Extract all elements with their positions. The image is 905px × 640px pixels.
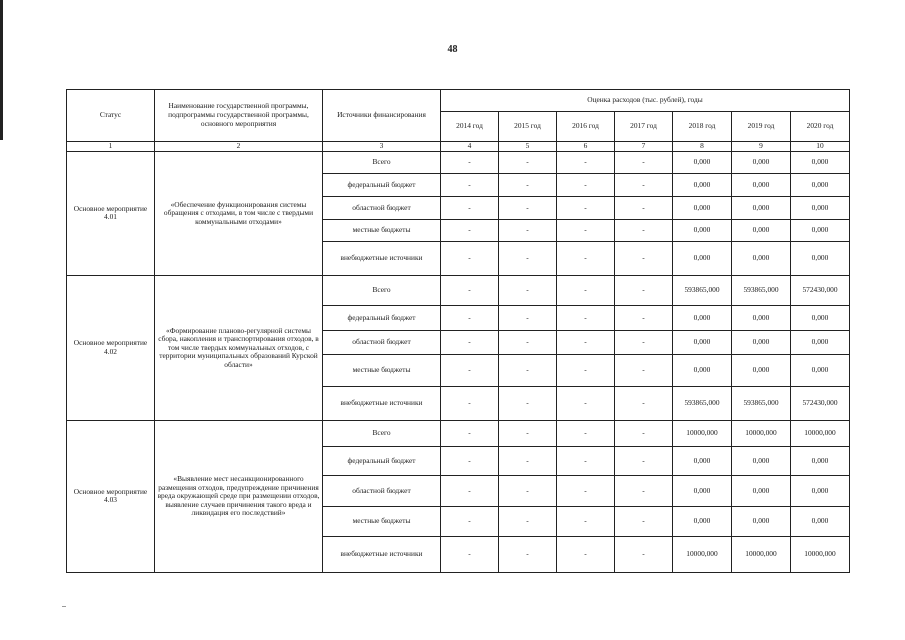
value-cell: -	[557, 275, 615, 305]
value-cell: 0,000	[732, 241, 791, 275]
header-year: 2018 год	[673, 112, 732, 142]
value-cell: -	[441, 420, 499, 446]
value-cell: 0,000	[673, 330, 732, 354]
value-cell: -	[499, 151, 557, 173]
value-cell: 0,000	[732, 151, 791, 173]
value-cell: 0,000	[732, 219, 791, 241]
value-cell: -	[615, 506, 673, 536]
value-cell: -	[557, 151, 615, 173]
source-label: областной бюджет	[323, 330, 441, 354]
value-cell: 0,000	[791, 475, 850, 506]
value-cell: 0,000	[791, 330, 850, 354]
value-cell: -	[441, 475, 499, 506]
value-cell: 0,000	[791, 446, 850, 475]
source-label: местные бюджеты	[323, 219, 441, 241]
value-cell: 0,000	[673, 241, 732, 275]
value-cell: -	[557, 196, 615, 219]
value-cell: 0,000	[732, 330, 791, 354]
column-number: 1	[67, 142, 155, 152]
value-cell: -	[557, 354, 615, 386]
value-cell: 0,000	[732, 446, 791, 475]
value-cell: 0,000	[791, 173, 850, 196]
header-year: 2020 год	[791, 112, 850, 142]
value-cell: 0,000	[673, 219, 732, 241]
value-cell: -	[499, 446, 557, 475]
section-status: Основное мероприятие 4.01	[67, 151, 155, 275]
value-cell: 0,000	[732, 506, 791, 536]
value-cell: 0,000	[791, 305, 850, 330]
column-number: 10	[791, 142, 850, 152]
value-cell: 593865,000	[732, 275, 791, 305]
scan-speck	[62, 606, 66, 607]
value-cell: -	[441, 196, 499, 219]
section-name: «Обеспечение функционирования системы обращения с отходами, в том числе с твердыми коммунальными отходами»	[155, 151, 323, 275]
value-cell: -	[441, 275, 499, 305]
value-cell: -	[499, 386, 557, 420]
value-cell: 572430,000	[791, 275, 850, 305]
source-label: местные бюджеты	[323, 354, 441, 386]
value-cell: -	[499, 305, 557, 330]
value-cell: 0,000	[673, 475, 732, 506]
source-label: федеральный бюджет	[323, 446, 441, 475]
source-label: Всего	[323, 420, 441, 446]
value-cell: 0,000	[673, 506, 732, 536]
source-label: внебюджетные источники	[323, 536, 441, 572]
value-cell: -	[499, 475, 557, 506]
value-cell: 10000,000	[791, 420, 850, 446]
value-cell: 572430,000	[791, 386, 850, 420]
value-cell: 10000,000	[673, 536, 732, 572]
source-label: местные бюджеты	[323, 506, 441, 536]
value-cell: -	[441, 506, 499, 536]
value-cell: -	[557, 446, 615, 475]
header-program-name: Наименование государственной программы, подпрограммы государственной программы, основного мероприятия	[155, 90, 323, 142]
value-cell: -	[441, 330, 499, 354]
value-cell: 593865,000	[673, 386, 732, 420]
value-cell: -	[615, 330, 673, 354]
header-year: 2017 год	[615, 112, 673, 142]
value-cell: 0,000	[673, 173, 732, 196]
value-cell: -	[441, 219, 499, 241]
source-label: внебюджетные источники	[323, 241, 441, 275]
column-number: 5	[499, 142, 557, 152]
value-cell: 0,000	[791, 241, 850, 275]
value-cell: -	[557, 330, 615, 354]
header-year: 2015 год	[499, 112, 557, 142]
value-cell: -	[615, 420, 673, 446]
section-status: Основное мероприятие 4.03	[67, 420, 155, 572]
value-cell: -	[499, 420, 557, 446]
value-cell: -	[499, 330, 557, 354]
source-label: Всего	[323, 275, 441, 305]
source-label: областной бюджет	[323, 475, 441, 506]
column-number: 9	[732, 142, 791, 152]
value-cell: 10000,000	[732, 536, 791, 572]
value-cell: -	[441, 446, 499, 475]
value-cell: 0,000	[673, 446, 732, 475]
value-cell: -	[441, 173, 499, 196]
value-cell: 593865,000	[673, 275, 732, 305]
value-cell: 0,000	[732, 173, 791, 196]
header-year: 2014 год	[441, 112, 499, 142]
source-label: Всего	[323, 151, 441, 173]
value-cell: 0,000	[732, 354, 791, 386]
column-number: 8	[673, 142, 732, 152]
value-cell: 593865,000	[732, 386, 791, 420]
header-estimate: Оценка расходов (тыс. рублей), годы	[441, 90, 850, 112]
expenditure-table	[66, 89, 850, 573]
value-cell: -	[615, 196, 673, 219]
value-cell: 0,000	[732, 305, 791, 330]
value-cell: -	[441, 536, 499, 572]
value-cell: 0,000	[732, 475, 791, 506]
value-cell: -	[615, 151, 673, 173]
value-cell: 0,000	[673, 151, 732, 173]
value-cell: 0,000	[732, 196, 791, 219]
value-cell: -	[615, 536, 673, 572]
value-cell: -	[441, 354, 499, 386]
column-number: 7	[615, 142, 673, 152]
value-cell: 0,000	[791, 219, 850, 241]
value-cell: -	[499, 506, 557, 536]
column-number: 6	[557, 142, 615, 152]
value-cell: 10000,000	[791, 536, 850, 572]
value-cell: -	[499, 196, 557, 219]
value-cell: -	[557, 420, 615, 446]
value-cell: -	[441, 305, 499, 330]
header-year: 2019 год	[732, 112, 791, 142]
value-cell: -	[557, 536, 615, 572]
section-name: «Формирование планово-регулярной системы сбора, накопления и транспортирования отходов, в том числе твердых коммунальных отходов, с территории муниципальных образований Курской области»	[155, 275, 323, 420]
value-cell: 0,000	[673, 196, 732, 219]
value-cell: -	[615, 475, 673, 506]
value-cell: -	[615, 219, 673, 241]
value-cell: -	[499, 173, 557, 196]
value-cell: -	[499, 241, 557, 275]
source-label: федеральный бюджет	[323, 173, 441, 196]
section-name: «Выявление мест несанкционированного размещения отходов, предупреждение причинения вреда окружающей среде при размещении отходов, выявление случаев причинения такого вреда и ликвидация его последствий»	[155, 420, 323, 572]
value-cell: 0,000	[791, 196, 850, 219]
value-cell: -	[615, 354, 673, 386]
value-cell: -	[615, 386, 673, 420]
value-cell: -	[441, 151, 499, 173]
value-cell: -	[557, 241, 615, 275]
value-cell: -	[615, 173, 673, 196]
value-cell: -	[499, 219, 557, 241]
value-cell: -	[557, 173, 615, 196]
value-cell: 10000,000	[673, 420, 732, 446]
value-cell: -	[615, 305, 673, 330]
value-cell: 0,000	[673, 354, 732, 386]
header-year: 2016 год	[557, 112, 615, 142]
section-status: Основное мероприятие 4.02	[67, 275, 155, 420]
value-cell: -	[615, 275, 673, 305]
value-cell: -	[615, 241, 673, 275]
value-cell: -	[499, 354, 557, 386]
value-cell: -	[441, 386, 499, 420]
column-number: 3	[323, 142, 441, 152]
value-cell: 10000,000	[732, 420, 791, 446]
value-cell: -	[499, 536, 557, 572]
value-cell: -	[441, 241, 499, 275]
scan-left-edge	[0, 0, 3, 140]
column-number: 2	[155, 142, 323, 152]
source-label: федеральный бюджет	[323, 305, 441, 330]
value-cell: -	[557, 386, 615, 420]
header-status: Статус	[67, 90, 155, 142]
value-cell: -	[557, 506, 615, 536]
header-sources: Источники финансирования	[323, 90, 441, 142]
source-label: внебюджетные источники	[323, 386, 441, 420]
page-number: 48	[447, 44, 458, 55]
value-cell: -	[499, 275, 557, 305]
value-cell: 0,000	[791, 151, 850, 173]
value-cell: 0,000	[791, 354, 850, 386]
value-cell: -	[557, 219, 615, 241]
source-label: областной бюджет	[323, 196, 441, 219]
value-cell: 0,000	[673, 305, 732, 330]
value-cell: -	[557, 305, 615, 330]
value-cell: -	[557, 475, 615, 506]
column-number: 4	[441, 142, 499, 152]
value-cell: -	[615, 446, 673, 475]
value-cell: 0,000	[791, 506, 850, 536]
